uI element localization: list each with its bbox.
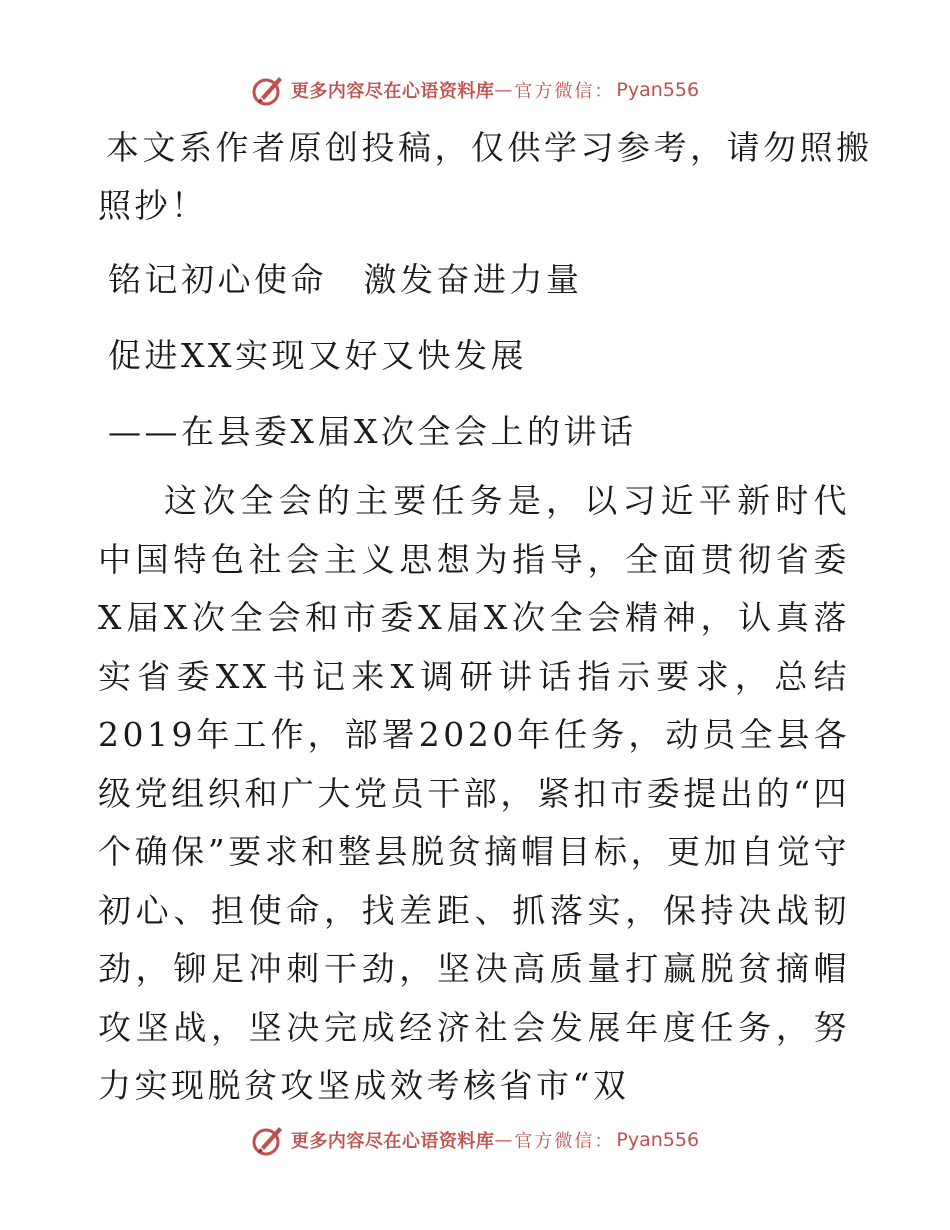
body-paragraph: 这次全会的主要任务是，以习近平新时代中国特色社会主义思想为指导，全面贯彻省委X届X次全会和市委X届X次全会精神，认真落实省委XX书记来X调研讲话指示要求，总结2019年工作，部署2020年任务，动员全县各级党组织和广大党员干部，紧扣市委提出的“四个确保”要求和整县脱贫摘帽目标，更加自觉守初心、担使命，找差距、抓落实，保持决战韧劲，铆足冲刺干劲，坚决高质量打赢脱贫摘帽攻坚战，坚决完成经济社会发展年度任务，努力实现脱贫攻坚成效考核省市“双: [98, 481, 850, 1105]
watermark-separator: —: [494, 79, 513, 101]
watermark-main-text: 更多内容尽在心语资料库: [290, 1131, 495, 1152]
watermark-separator: —: [494, 1129, 513, 1151]
watermark-label: 官方微信：: [514, 81, 615, 102]
watermark-wechat-id: Pyan556: [616, 1129, 700, 1151]
quill-logo-icon: [251, 73, 285, 107]
title-line1: 铭记初心使命 激发奋进力量: [108, 260, 583, 299]
title-line2: 促进XX实现又好又快发展: [108, 336, 527, 375]
footer-watermark: [0, 1120, 950, 1160]
watermark-main-text: 更多内容尽在心语资料库: [290, 81, 495, 102]
copyright-notice-line1: 本文系作者原创投稿，仅供学习参考，请勿照搬: [106, 128, 873, 167]
watermark-wechat-id: Pyan556: [616, 79, 700, 101]
document-body: [98, 118, 873, 1149]
header-watermark: [0, 70, 950, 110]
watermark-label: 官方微信：: [514, 1131, 615, 1152]
quill-logo-icon: [251, 1123, 285, 1157]
copyright-notice-line2: 照抄！: [98, 186, 208, 225]
subtitle: ——在县委X届X次全会上的讲话: [108, 412, 637, 451]
